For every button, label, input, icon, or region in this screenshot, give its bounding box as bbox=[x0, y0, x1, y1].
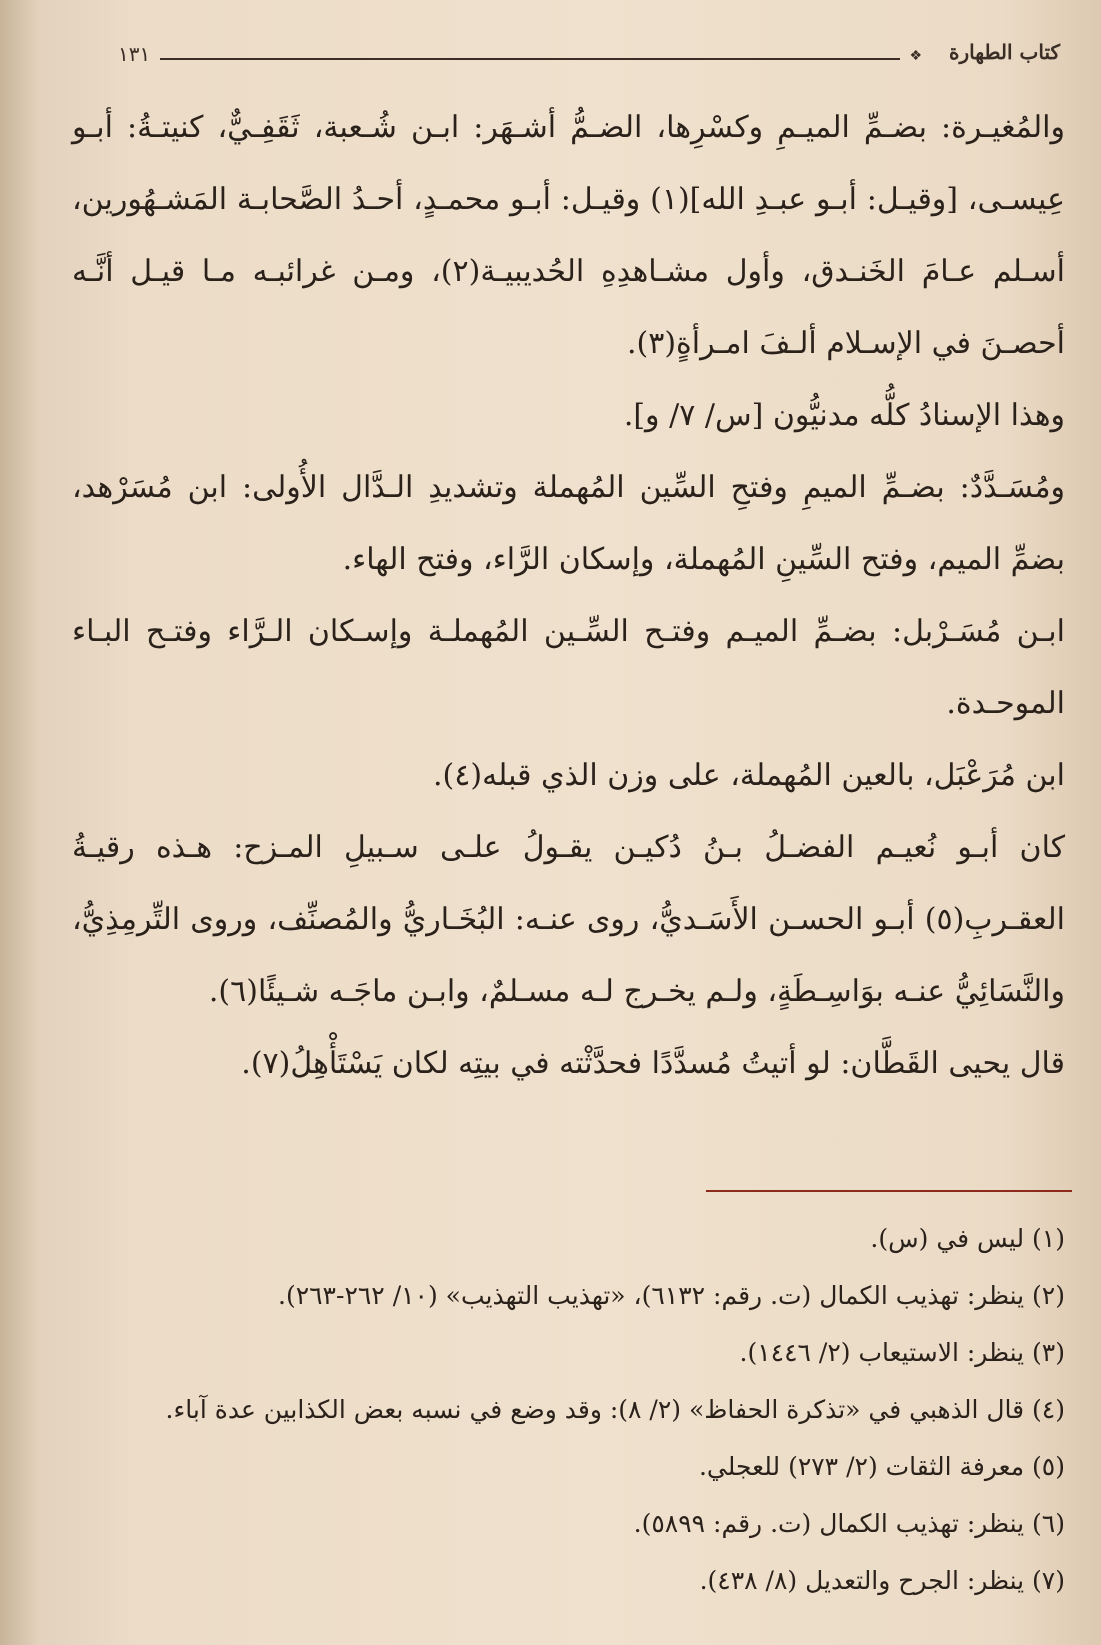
paragraph-isnad: وهذا الإسنادُ كلُّه مدنيُّون [س/ ٧/ و]. bbox=[623, 398, 1065, 433]
running-header bbox=[100, 38, 1060, 74]
footnotes bbox=[120, 1210, 1065, 1609]
main-text bbox=[72, 92, 1065, 1100]
header-rule bbox=[160, 58, 900, 60]
paragraph-abu-nuaim: كان أبـو نُعيـم الفضـلُ بـنُ دُكيـن يقـولُ علـى سـبيلِ المـزح: هـذه رقيـةُ العقـربِ(٥) أبـو الحسـن الأَسَـديُّ، روى عنـه: البُخَـاريُّ والمُصنِّف، وروى التِّرمِذِيُّ، والنَّسَائِيُّ عنـه بوَاسِـطَةٍ، ولـم يخـرج لـه مسـلمٌ، وابـن ماجَـه شـيئًا(٦). bbox=[72, 830, 1065, 1009]
paragraph-muraabal: ابن مُرَعْبَل، بالعين المُهملة، على وزن الذي قبله(٤). bbox=[433, 758, 1065, 793]
footnote-7: (٧) ينظر: الجرح والتعديل (٨/ ٤٣٨). bbox=[699, 1566, 1065, 1595]
book-title: كتاب الطهارة bbox=[949, 40, 1060, 64]
footnote-2: (٢) ينظر: تهذيب الكمال (ت. رقم: ٦١٣٢)، «تهذيب التهذيب» (١٠/ ٢٦٢-٢٦٣). bbox=[278, 1281, 1065, 1310]
page-number: ١٣١ bbox=[118, 42, 151, 66]
footnote-1: (١) ليس في (س). bbox=[870, 1224, 1065, 1253]
paragraph-musaddad: ومُسَـدَّدٌ: بضـمِّ الميمِ وفتحِ السِّين المُهملة وتشديدِ الـدَّال الأُولى: ابن مُسَرْهد، بضمِّ الميم، وفتح السِّينِ المُهملة، وإسكان الرَّاء، وفتح الهاء. bbox=[72, 470, 1065, 577]
footnote-6: (٦) ينظر: تهذيب الكمال (ت. رقم: ٥٨٩٩). bbox=[633, 1509, 1065, 1538]
footnote-5: (٥) معرفة الثقات (٢/ ٢٧٣) للعجلي. bbox=[698, 1452, 1065, 1481]
paragraph-mughira: والمُغيـرة: بضـمِّ الميـمِ وكسْرِها، الضـمُّ أشـهَر: ابـن شُـعبة، ثَقَفِـيٌّ، كنيتـةُ: أبـو عِيسـى، [وقيـل: أبـو عبـدِ الله](١) وقيـل: أبـو محمـدٍ، أحـدُ الصَّحابـة المَشـهُورين، أسـلم عـامَ الخَنـدق، وأول مشـاهدِهِ الحُديبيـة(٢)، ومـن غرائبـه مـا قيـل أنَّـه أحصـنَ في الإسـلام ألـفَ امـرأةٍ(٣). bbox=[72, 110, 1065, 361]
ornament-icon: ❖ bbox=[909, 48, 922, 64]
footnote-4: (٤) قال الذهبي في «تذكرة الحفاظ» (٢/ ٨): وقد وضع في نسبه بعض الكذابين عدة آباء. bbox=[165, 1395, 1065, 1424]
paragraph-qattan: قال يحيى القَطَّان: لو أتيتُ مُسدَّدًا فحدَّثْته في بيتِه لكان يَسْتَأْهِلُ(٧). bbox=[241, 1046, 1065, 1081]
paragraph-musarbal: ابـن مُسَـرْبل: بضـمِّ الميـم وفتـح السِّـين المُهملـة وإسـكان الـرَّاء وفتـح البـاء الموحـدة. bbox=[72, 614, 1065, 721]
footnote-3: (٣) ينظر: الاستيعاب (٢/ ١٤٤٦). bbox=[739, 1338, 1065, 1367]
footnote-rule bbox=[706, 1190, 1072, 1192]
